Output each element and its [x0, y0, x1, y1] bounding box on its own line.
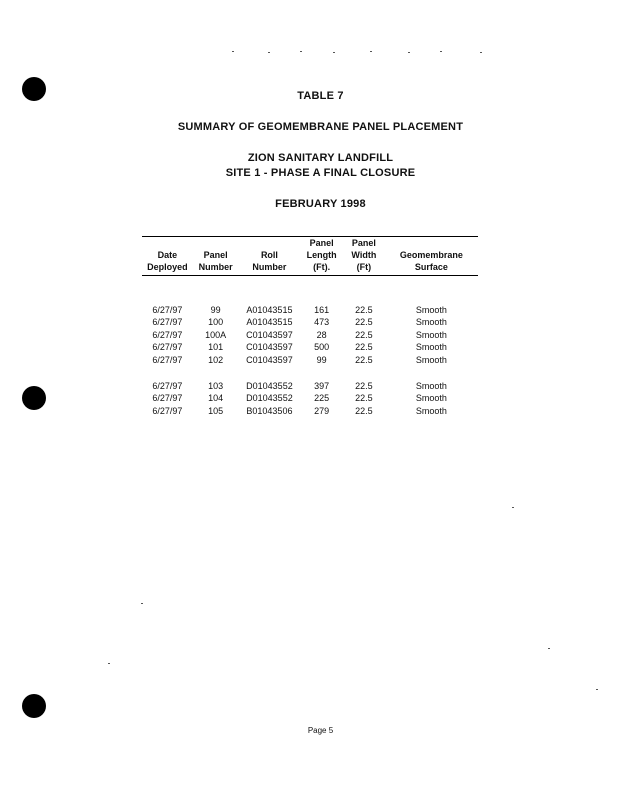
cell-length: 225: [314, 393, 330, 404]
cell-date: 6/27/97: [152, 354, 183, 365]
table-row: [142, 380, 478, 392]
cell-length: 500: [314, 342, 330, 353]
cell-date: 6/27/97: [152, 405, 183, 416]
cell-panel: 99: [210, 305, 221, 315]
header-panel-width: Panel Width (Ft): [343, 237, 385, 276]
cell-width: 22.5: [355, 381, 373, 392]
cell-width: 22.5: [355, 405, 373, 416]
cell-length: 28: [316, 329, 327, 340]
table-title: SUMMARY OF GEOMEMBRANE PANEL PLACEMENT: [177, 121, 464, 133]
cell-surface: Smooth: [415, 342, 447, 353]
cell-panel: 100: [208, 317, 224, 328]
cell-date: 6/27/97: [152, 342, 183, 353]
cell-surface: Smooth: [415, 393, 447, 404]
cell-date: 6/27/97: [152, 305, 183, 315]
cell-date: 6/27/97: [152, 317, 183, 328]
punch-hole-middle: [22, 386, 46, 410]
report-date: FEBRUARY 1998: [275, 198, 366, 210]
cell-width: 22.5: [355, 305, 373, 315]
cell-surface: Smooth: [415, 305, 447, 315]
table-row: [142, 405, 478, 417]
site-name: ZION SANITARY LANDFILL: [247, 152, 394, 164]
header-panel-number: Panel Number: [193, 237, 239, 276]
table-row: [142, 392, 478, 404]
cell-panel: 102: [208, 354, 224, 365]
cell-panel: 101: [208, 342, 224, 353]
cell-surface: Smooth: [415, 381, 447, 392]
cell-width: 22.5: [355, 329, 373, 340]
table-row: [142, 341, 478, 353]
header-geomembrane-surface: Geomembrane Surface: [385, 237, 478, 276]
cell-roll: D01043552: [246, 381, 293, 392]
cell-surface: Smooth: [415, 317, 447, 328]
cell-length: 397: [314, 381, 330, 392]
header-date-deployed: Date Deployed: [142, 237, 193, 276]
table-row: [142, 316, 478, 328]
cell-width: 22.5: [355, 317, 373, 328]
table-header-row: [142, 237, 478, 276]
cell-length: 279: [314, 405, 330, 416]
cell-roll: C01043597: [246, 342, 293, 353]
header-roll-number: Roll Number: [239, 237, 301, 276]
cell-date: 6/27/97: [152, 381, 183, 392]
cell-panel: 100A: [205, 329, 227, 340]
cell-panel: 103: [208, 381, 224, 392]
cell-roll: A01043515: [246, 317, 293, 328]
panel-placement-table: [142, 236, 478, 417]
cell-date: 6/27/97: [152, 393, 183, 404]
cell-roll: A01043515: [246, 305, 293, 315]
cell-panel: 104: [208, 393, 224, 404]
table-number: TABLE 7: [297, 90, 344, 102]
cell-length: 99: [316, 354, 327, 365]
cell-length: 473: [314, 317, 330, 328]
punch-hole-bottom: [22, 694, 46, 718]
cell-width: 22.5: [355, 342, 373, 353]
table-row: [142, 329, 478, 341]
header-panel-length: Panel Length (Ft).: [300, 237, 343, 276]
table-row: [142, 354, 478, 366]
cell-roll: C01043597: [246, 354, 293, 365]
cell-roll: B01043506: [246, 405, 293, 416]
page-number: Page 5: [307, 726, 334, 735]
cell-roll: C01043597: [246, 329, 293, 340]
cell-length: 161: [314, 305, 330, 315]
cell-width: 22.5: [355, 354, 373, 365]
cell-surface: Smooth: [415, 329, 447, 340]
cell-date: 6/27/97: [152, 329, 183, 340]
cell-panel: 105: [208, 405, 224, 416]
cell-surface: Smooth: [415, 405, 447, 416]
table-row: [142, 304, 478, 316]
site-phase: SITE 1 - PHASE A FINAL CLOSURE: [225, 167, 416, 179]
cell-roll: D01043552: [246, 393, 293, 404]
cell-surface: Smooth: [415, 354, 447, 365]
cell-width: 22.5: [355, 393, 373, 404]
